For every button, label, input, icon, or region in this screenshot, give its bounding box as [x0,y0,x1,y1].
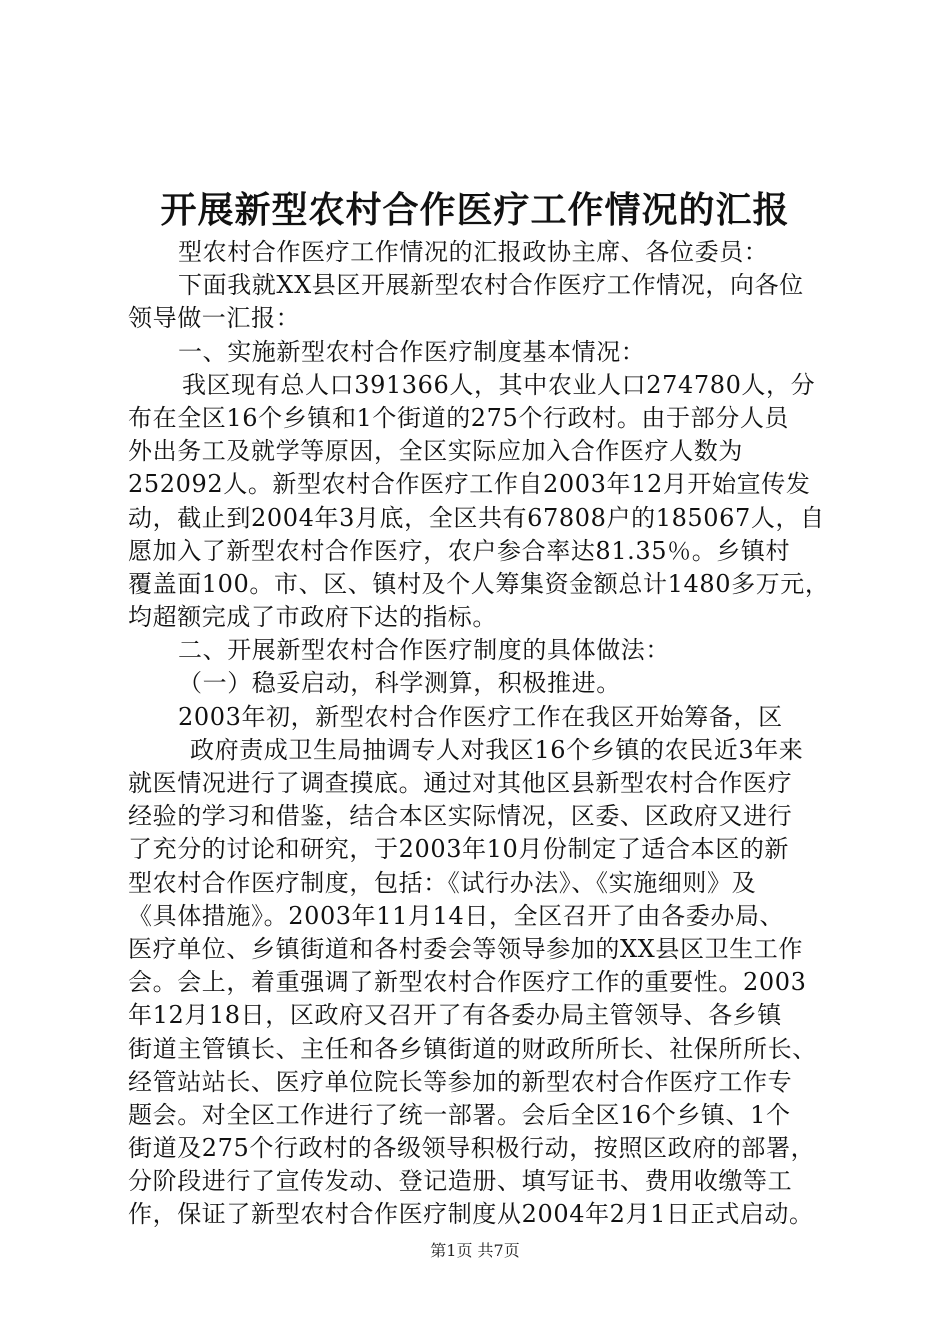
text-line: 愿加入了新型农村合作医疗，农户参合率达81.35％。乡镇村 [128,536,791,565]
text-line: 经验的学习和借鉴，结合本区实际情况，区委、区政府又进行 [128,802,793,831]
text-line: 均超额完成了市政府下达的指标。 [128,603,497,632]
text-line: 《具体措施》。2003年11月14日，全区召开了由各委办局、 [128,901,785,930]
text-line: 分阶段进行了宣传发动、登记造册、填写证书、费用收缴等工 [128,1167,793,1196]
text-line: 下面我就XX县区开展新型农村合作医疗工作情况，向各位 [178,271,804,300]
text-line: 医疗单位、乡镇街道和各村委会等领导参加的XX县区卫生工作 [128,934,803,963]
text-line: 型农村合作医疗工作情况的汇报政协主席、各位委员： [178,238,769,266]
text-line: 型农村合作医疗制度，包括：《试行办法》、《实施细则》及 [128,868,757,897]
section-heading: 二、开展新型农村合作医疗制度的具体做法： [178,636,670,665]
text-line: 布在全区16个乡镇和1个街道的275个行政村。由于部分人员 [128,403,790,432]
document-title: 开展新型农村合作医疗工作情况的汇报 [160,189,790,231]
text-line: 街道及275个行政村的各级领导积极行动，按照区政府的部署， [128,1134,816,1163]
text-line: 就医情况进行了调查摸底。通过对其他区县新型农村合作医疗 [128,769,793,797]
page-footer: 第1页 共7页 [430,1241,520,1260]
subsection-heading: （一）稳妥启动，科学测算，积极推进。 [178,669,621,698]
text-line: 252092人。新型农村合作医疗工作自2003年12月开始宣传发 [128,470,811,499]
text-line: 领导做一汇报： [128,304,301,333]
text-line: 年12月18日，区政府又召开了有各委办局主管领导、各乡镇 [128,1001,782,1030]
text-line: 会。会上，着重强调了新型农村合作医疗工作的重要性。2003 [128,968,807,997]
text-line: 了充分的讨论和研究，于2003年10月份制定了适合本区的新 [128,835,790,864]
text-line: 作，保证了新型农村合作医疗制度从2004年2月1日正式启动。 [128,1200,814,1229]
text-line: 外出务工及就学等原因，全区实际应加入合作医疗人数为 [128,437,743,466]
text-line: 街道主管镇长、主任和各乡镇街道的财政所所长、社保所所长、 [128,1034,817,1063]
text-line: 2003年初，新型农村合作医疗工作在我区开始筹备，区 [178,702,783,731]
section-heading: 一、实施新型农村合作医疗制度基本情况： [178,337,646,366]
text-line: 题会。对全区工作进行了统一部署。会后全区16个乡镇、1个 [128,1100,791,1129]
text-line: 经管站站长、医疗单位院长等参加的新型农村合作医疗工作专 [128,1067,793,1096]
text-line: 政府责成卫生局抽调专人对我区16个乡镇的农民近3年来 [190,735,804,764]
document-body [128,236,833,1232]
text-line: 我区现有总人口391366人，其中农业人口274780人，分 [182,370,816,399]
text-line: 覆盖面100。市、区、镇村及个人筹集资金额总计1480多万元， [128,569,830,598]
text-line: 动，截止到2004年3月底，全区共有67808户的185067人，自 [128,503,825,532]
